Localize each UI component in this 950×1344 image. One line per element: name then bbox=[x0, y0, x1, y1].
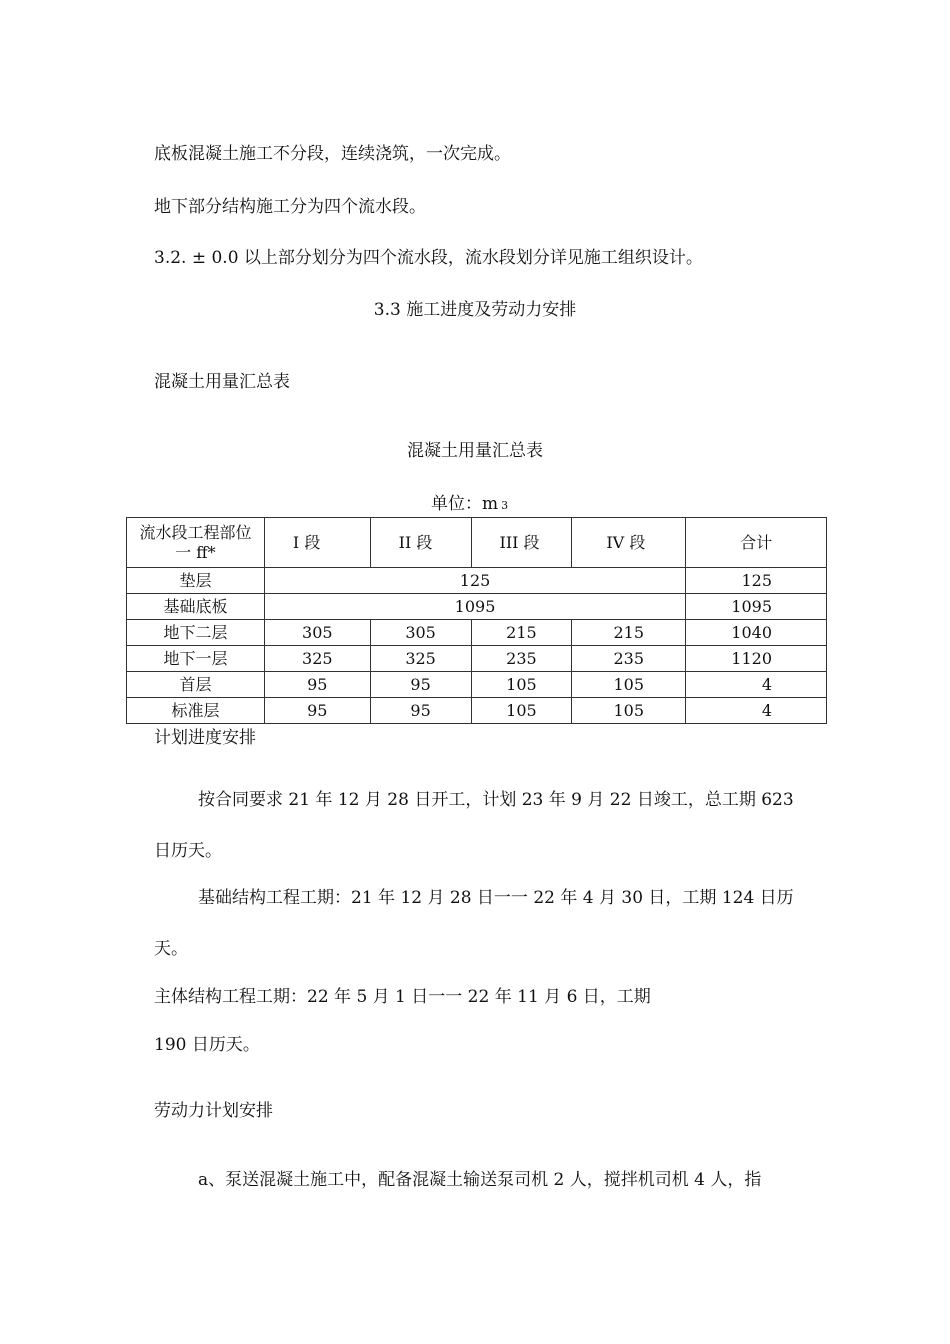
header-total: 合计 bbox=[686, 518, 827, 568]
header-segment-4: IV 段 bbox=[572, 518, 686, 568]
concrete-volume-table bbox=[126, 517, 827, 724]
row-total: 125 bbox=[686, 568, 827, 594]
row-part: 标准层 bbox=[127, 698, 265, 724]
unit-label bbox=[431, 493, 508, 517]
paragraph-above-ground-segments: 3.2. ± 0.0 以上部分划分为四个流水段，流水段划分详见施工组织设计。 bbox=[154, 248, 703, 268]
row-segment-1: 95 bbox=[264, 672, 370, 698]
row-total: 4 bbox=[686, 698, 827, 724]
header-segment-3: III 段 bbox=[471, 518, 572, 568]
row-segment-3: 215 bbox=[471, 620, 572, 646]
table-row bbox=[127, 672, 827, 698]
unit-text: 单位：m bbox=[431, 494, 499, 514]
table-row bbox=[127, 594, 827, 620]
header-part-line1: 流水段工程部位 bbox=[139, 522, 252, 542]
paragraph-slab-pour: 底板混凝土施工不分段，连续浇筑，一次完成。 bbox=[154, 144, 511, 164]
paragraph-main-structure-period: 主体结构工程工期：22 年 5 月 1 日一一 22 年 11 月 6 日，工期 bbox=[154, 987, 651, 1007]
row-segment-4: 105 bbox=[572, 672, 686, 698]
table-header-row bbox=[127, 518, 827, 568]
paragraph-schedule-heading: 计划进度安排 bbox=[154, 728, 256, 748]
row-segment-4: 235 bbox=[572, 646, 686, 672]
row-segment-3: 235 bbox=[471, 646, 572, 672]
header-segment-1: I 段 bbox=[264, 518, 370, 568]
row-part: 地下二层 bbox=[127, 620, 265, 646]
paragraph-foundation-period: 基础结构工程工期：21 年 12 月 28 日一一 22 年 4 月 30 日，工期 124 日历 bbox=[198, 888, 794, 908]
row-segment-1: 305 bbox=[264, 620, 370, 646]
paragraph-contract-dates: 按合同要求 21 年 12 月 28 日开工，计划 23 年 9 月 22 日竣工，总工期 623 bbox=[198, 790, 794, 810]
header-segment-2: II 段 bbox=[370, 518, 471, 568]
row-segment-3: 105 bbox=[471, 698, 572, 724]
header-part-cell bbox=[127, 518, 265, 568]
paragraph-table-caption: 混凝土用量汇总表 bbox=[154, 372, 290, 392]
table-title: 混凝土用量汇总表 bbox=[407, 441, 543, 461]
paragraph-underground-segments: 地下部分结构施工分为四个流水段。 bbox=[154, 197, 426, 217]
row-segment-2: 95 bbox=[370, 672, 471, 698]
table-row bbox=[127, 620, 827, 646]
row-segment-4: 105 bbox=[572, 698, 686, 724]
row-total: 4 bbox=[686, 672, 827, 698]
table-row bbox=[127, 698, 827, 724]
table-row bbox=[127, 568, 827, 594]
paragraph-foundation-period-cont: 天。 bbox=[154, 939, 188, 959]
row-segment-2: 305 bbox=[370, 620, 471, 646]
paragraph-labor-heading: 劳动力计划安排 bbox=[154, 1101, 273, 1121]
row-segment-4: 215 bbox=[572, 620, 686, 646]
row-segment-2: 325 bbox=[370, 646, 471, 672]
row-total: 1040 bbox=[686, 620, 827, 646]
row-total: 1095 bbox=[686, 594, 827, 620]
row-part: 首层 bbox=[127, 672, 265, 698]
paragraph-main-structure-period-cont: 190 日历天。 bbox=[154, 1035, 260, 1055]
row-segment-2: 95 bbox=[370, 698, 471, 724]
header-part-line2: 一 ff* bbox=[175, 542, 216, 562]
paragraph-labor-detail: a、泵送混凝土施工中，配备混凝土输送泵司机 2 人，搅拌机司机 4 人，指 bbox=[198, 1170, 762, 1190]
row-segment-1: 325 bbox=[264, 646, 370, 672]
row-segment-3: 105 bbox=[471, 672, 572, 698]
row-part: 地下一层 bbox=[127, 646, 265, 672]
row-merged-value: 125 bbox=[264, 568, 685, 594]
unit-superscript: 3 bbox=[501, 499, 509, 512]
row-merged-value: 1095 bbox=[264, 594, 685, 620]
row-segment-1: 95 bbox=[264, 698, 370, 724]
row-total: 1120 bbox=[686, 646, 827, 672]
row-part: 垫层 bbox=[127, 568, 265, 594]
section-heading: 3.3 施工进度及劳动力安排 bbox=[373, 300, 577, 320]
table-row bbox=[127, 646, 827, 672]
row-part: 基础底板 bbox=[127, 594, 265, 620]
paragraph-contract-dates-cont: 日历天。 bbox=[154, 841, 222, 861]
